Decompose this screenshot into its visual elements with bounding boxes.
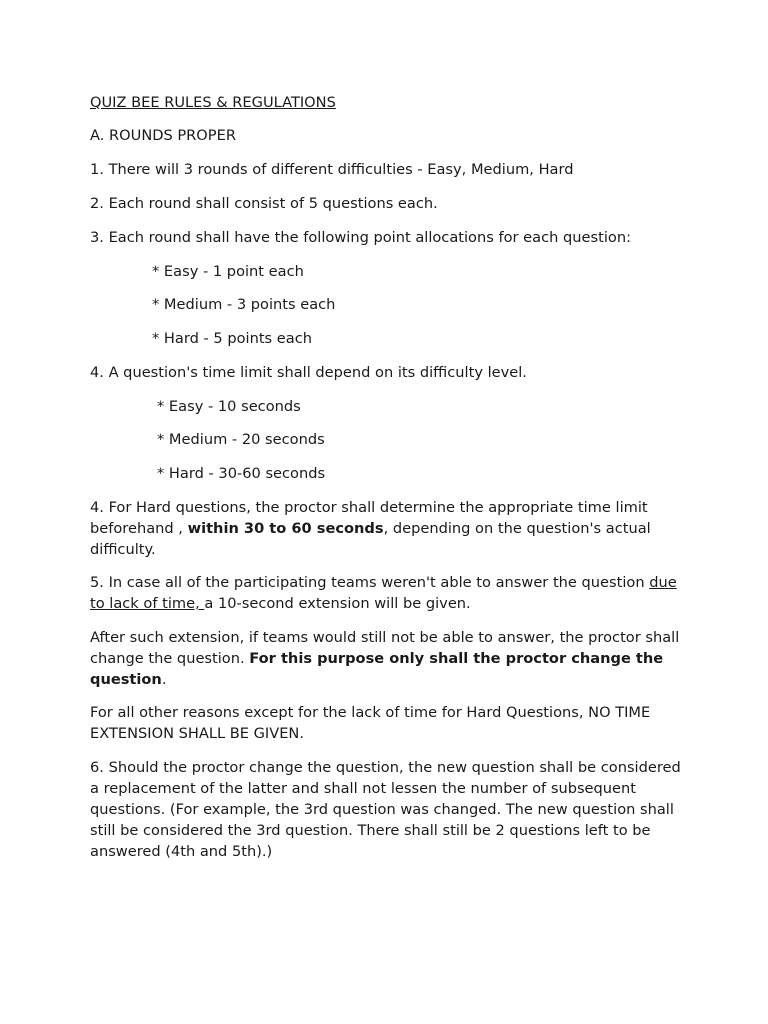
points-hard: * Hard - 5 points each <box>152 330 312 347</box>
rule-1: 1. There will 3 rounds of different difficulties - Easy, Medium, Hard <box>90 161 574 178</box>
rule-6: 6. Should the proctor change the question, the new question shall be considered a replacement of the latter and shall not lessen the number of subsequent questions. (For example, the 3rd question was changed. The new question shall still be considered the 3rd question. There shall still be 2 questions left to be answered (4th and 5th).) <box>90 759 681 860</box>
rule-4b-text-1: 4. For Hard questions, the proctor shall determine the appropriate time limit beforehand , <box>90 499 648 537</box>
section-heading-rounds-proper: A. ROUNDS PROPER <box>90 127 236 144</box>
extension-bold: For this purpose only shall the proctor change the question <box>90 650 664 688</box>
rule-5-text-2: a 10-second extension will be given. <box>204 595 471 612</box>
extension-paragraph <box>90 627 690 690</box>
rule-2: 2. Each round shall consist of 5 questions each. <box>90 195 438 212</box>
rule-3: 3. Each round shall have the following point allocations for each question: <box>90 229 631 246</box>
document-title: QUIZ BEE RULES & REGULATIONS <box>90 94 336 111</box>
rule-5-text-1: 5. In case all of the participating teams weren't able to answer the question <box>90 574 650 591</box>
points-easy: * Easy - 1 point each <box>152 263 304 280</box>
rule-4b-bold: within 30 to 60 seconds <box>187 520 384 537</box>
extension-text-1: After such extension, if teams would still not be able to answer, the proctor shall change the question. <box>90 629 680 667</box>
rule-4-hard-questions <box>90 497 690 560</box>
rule-5 <box>90 572 690 614</box>
time-limit-medium: * Medium - 20 seconds <box>157 431 325 448</box>
time-limit-easy: * Easy - 10 seconds <box>157 398 301 415</box>
other-reasons-paragraph: For all other reasons except for the lack of time for Hard Questions, NO TIME EXTENSION SHALL BE GIVEN. <box>90 704 651 742</box>
rule-4: 4. A question's time limit shall depend on its difficulty level. <box>90 364 527 381</box>
rule-5-underlined: due to lack of time, <box>90 574 677 612</box>
time-limit-hard: * Hard - 30-60 seconds <box>157 465 326 482</box>
points-medium: * Medium - 3 points each <box>152 296 336 313</box>
rule-4b-text-2: , depending on the question's actual difficulty. <box>90 520 651 558</box>
extension-text-2: . <box>161 671 167 688</box>
